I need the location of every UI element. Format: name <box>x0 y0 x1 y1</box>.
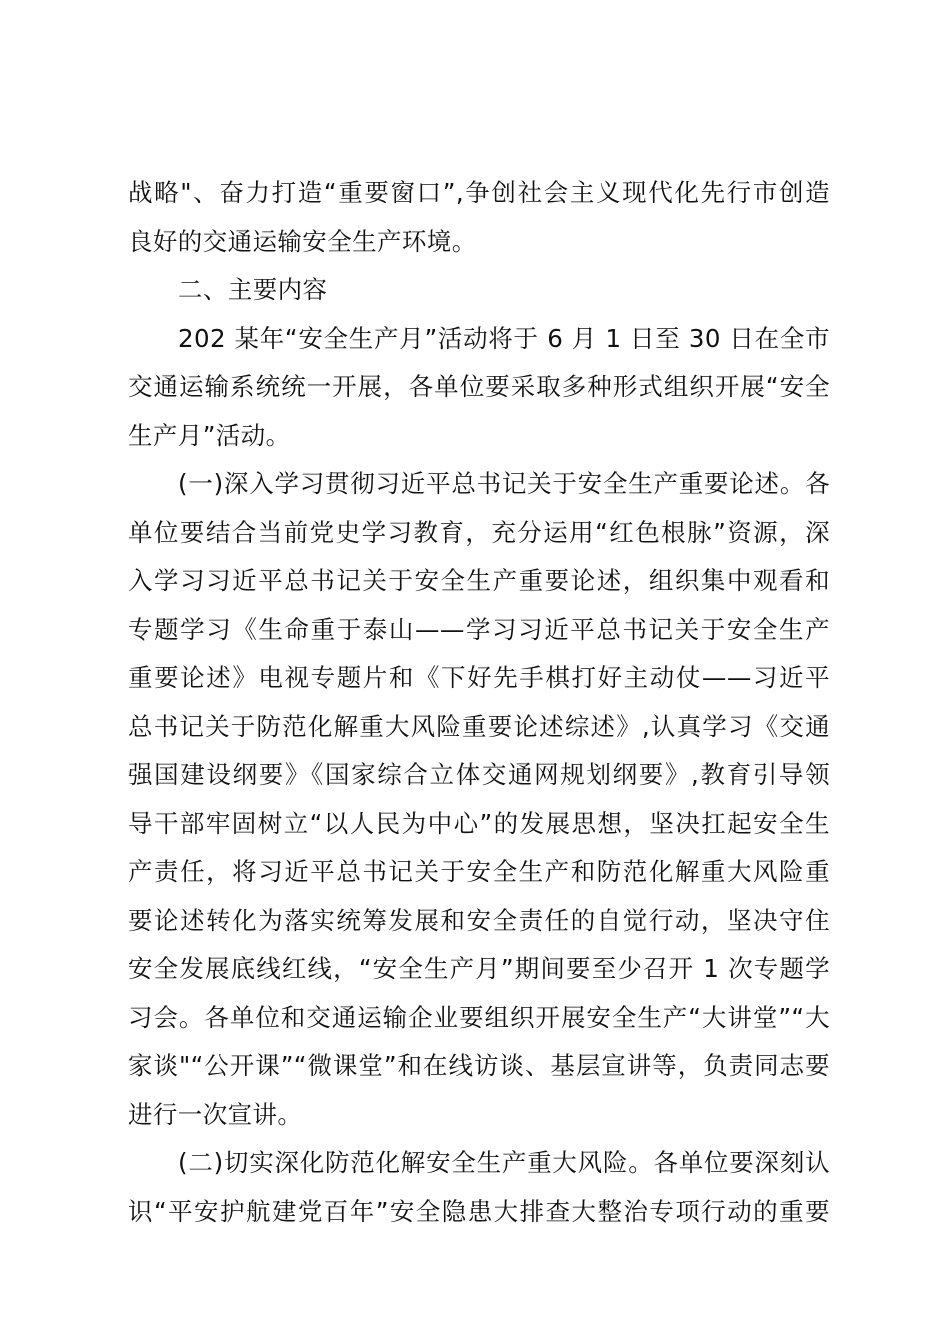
text-line: 总书记关于防范化解重大风险重要论述综述》,认真学习《交通 <box>128 711 830 741</box>
text-line: 导干部牢固树立“以人民为中心”的发展思想，坚决扛起安全生 <box>128 808 830 838</box>
text-line: 产责任，将习近平总书记关于安全生产和防范化解重大风险重 <box>128 857 830 886</box>
text-line: 专题学习《生命重于泰山——学习习近平总书记关于安全生产 <box>128 614 830 644</box>
text-line: 家谈"“公开课”“微课堂”和在线访谈、基层宣讲等，负责同志要 <box>128 1051 830 1080</box>
document-body <box>128 169 830 1236</box>
text-line: 进行一次宣讲。 <box>128 1099 303 1129</box>
text-line: 单位要结合当前党史学习教育，充分运用“红色根脉”资源，深 <box>128 517 830 547</box>
text-line: 识“平安护航建党百年”安全隐患大排查大整治专项行动的重要 <box>128 1196 830 1226</box>
subsection-heading-line: (一)深入学习贯彻习近平总书记关于安全生产重要论述。各 <box>178 469 830 498</box>
text-line: 生产月”活动。 <box>128 420 291 450</box>
text-line: 习会。各单位和交通运输企业要组织开展安全生产“大讲堂”“大 <box>128 1002 830 1032</box>
text-line: 安全发展底线红线，“安全生产月”期间要至少召开 1 次专题学 <box>128 954 830 983</box>
text-line: 要论述转化为落实统筹发展和安全责任的自觉行动，坚决守住 <box>128 905 830 935</box>
text-line: 强国建设纲要》《国家综合立体交通网规划纲要》,教育引导领 <box>128 760 830 789</box>
text-line: 战略"、奋力打造“重要窗口”,争创社会主义现代化先行市创造 <box>128 178 830 207</box>
subsection-heading-line: (二)切实深化防范化解安全生产重大风险。各单位要深刻认 <box>178 1148 830 1177</box>
text-line: 入学习习近平总书记关于安全生产重要论述，组织集中观看和 <box>128 566 830 595</box>
text-line: 202 某年“安全生产月”活动将于 6 月 1 日至 30 日在全市 <box>178 323 830 353</box>
section-heading: 二、主要内容 <box>178 275 328 304</box>
text-line: 重要论述》电视专题片和《下好先手棋打好主动仗——习近平 <box>128 663 830 692</box>
text-line: 交通运输系统统一开展，各单位要采取多种形式组织开展“安全 <box>128 372 830 401</box>
text-line: 良好的交通运输安全生产环境。 <box>128 226 477 256</box>
